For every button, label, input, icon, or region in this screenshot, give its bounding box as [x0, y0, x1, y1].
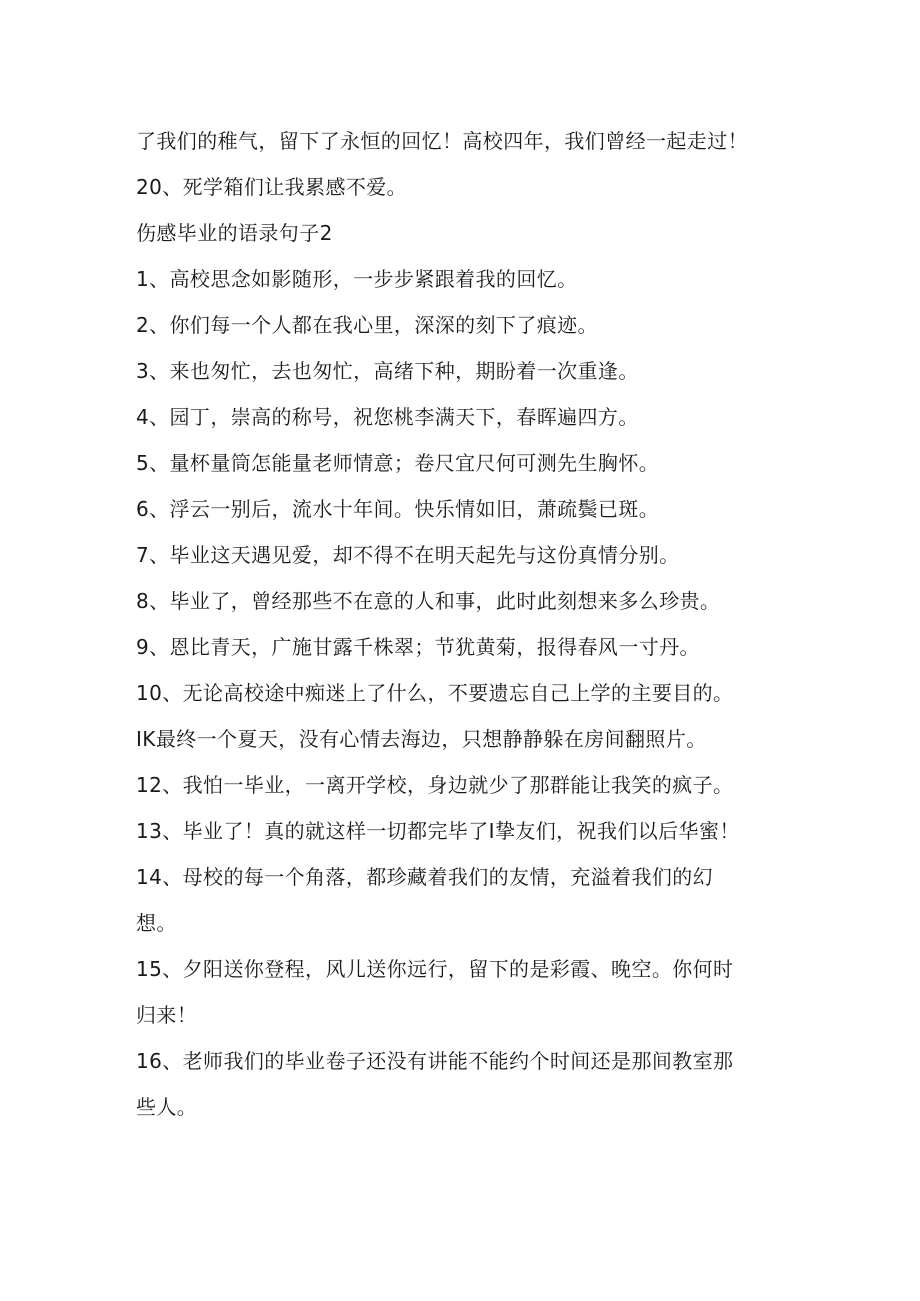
list-item: 6、浮云一别后，流水十年间。快乐情如旧，萧疏鬓已斑。 [136, 497, 660, 521]
list-item: 7、毕业这天遇见爱，却不得不在明天起先与这份真情分别。 [136, 543, 680, 567]
list-item: 5、量杯量筒怎能量老师情意；卷尺宜尺何可测先生胸怀。 [136, 451, 660, 475]
list-item: 1、高校思念如影随形，一步步紧跟着我的回忆。 [136, 267, 578, 291]
list-item: 8、毕业了，曾经那些不在意的人和事，此时此刻想来多么珍贵。 [136, 589, 721, 613]
list-item-continuation: 归来！ [136, 1003, 198, 1027]
list-item: 14、母校的每一个角落，都珍藏着我们的友情，充溢着我们的幻 [136, 865, 714, 889]
list-item: 15、夕阳送你登程，风儿送你远行，留下的是彩霞、晚空。你何时 [136, 957, 734, 981]
list-item: 2、你们每一个人都在我心里，深深的刻下了痕迹。 [136, 313, 598, 337]
list-item: IK最终一个夏天，没有心情去海边，只想静静躲在房间翻照片。 [136, 727, 707, 751]
list-item: 3、来也匆忙，去也匆忙，高绪下种，期盼着一次重逢。 [136, 359, 639, 383]
list-item: 4、园丁，崇高的称号，祝您桃李满天下，春晖遍四方。 [136, 405, 639, 429]
document-body [136, 118, 786, 1130]
list-item-continuation: 些人。 [136, 1095, 198, 1119]
list-item: 10、无论高校途中痴迷上了什么，不要遗忘自己上学的主要目的。 [136, 681, 734, 705]
list-item: 13、毕业了！真的就这样一切都完毕了I挚友们，祝我们以后华蜜！ [136, 819, 740, 843]
section-heading: 伤感毕业的语录句子2 [136, 221, 333, 245]
list-item: 9、恩比青天，广施甘露千株翠；节犹黄菊，报得春风一寸丹。 [136, 635, 700, 659]
text-line: 了我们的稚气，留下了永恒的回忆！高校四年，我们曾经一起走过！ [136, 129, 748, 153]
list-item: 12、我怕一毕业，一离开学校，身边就少了那群能让我笑的疯子。 [136, 773, 734, 797]
list-item: 16、老师我们的毕业卷子还没有讲能不能约个时间还是那间教室那 [136, 1049, 734, 1073]
list-item-continuation: 想。 [136, 911, 177, 935]
text-line: 20、死学箱们让我累感不爱。 [136, 175, 408, 199]
